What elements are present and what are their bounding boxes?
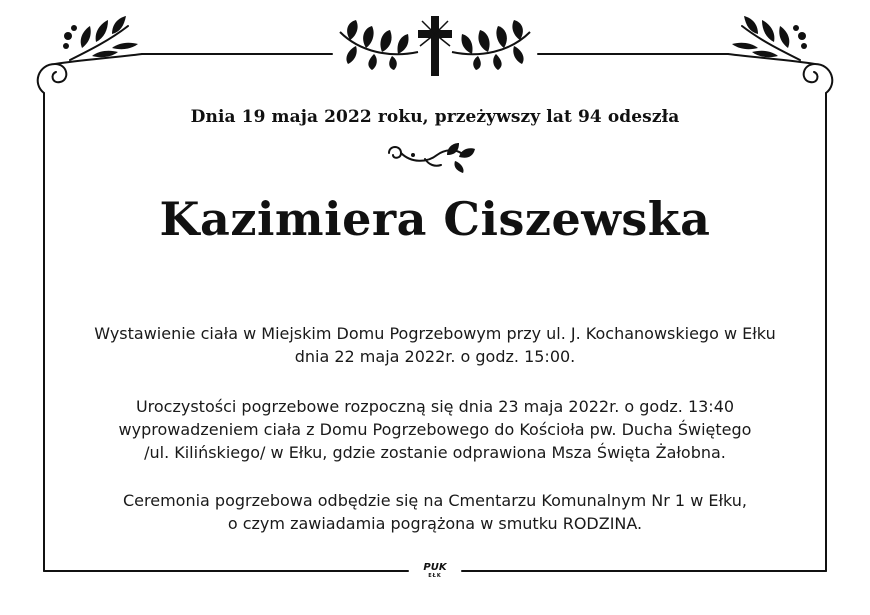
burial-line-2: o czym zawiadamia pogrążona w smutku RODZINA. bbox=[227, 514, 643, 533]
puk-logo bbox=[414, 562, 456, 584]
logo-main-text: PUK bbox=[423, 562, 447, 573]
death-date-line: Dnia 19 maja 2022 roku, przeżywszy lat 94 odeszła bbox=[190, 107, 680, 127]
viewing-line-1: Wystawienie ciała w Miejskim Domu Pogrzebowym przy ul. J. Kochanowskiego w Ełku bbox=[94, 324, 776, 343]
viewing-line-2: dnia 22 maja 2022r. o godz. 15:00. bbox=[294, 347, 576, 366]
deceased-name: Kazimiera Ciszewska bbox=[159, 192, 711, 246]
burial-line-1: Ceremonia pogrzebowa odbędzie się na Cmentarzu Komunalnym Nr 1 w Ełku, bbox=[122, 491, 748, 510]
ceremony-line-1: Uroczystości pogrzebowe rozpoczną się dnia 23 maja 2022r. o godz. 13:40 bbox=[135, 397, 735, 416]
burial-paragraph bbox=[40, 489, 830, 535]
ceremony-line-3: /ul. Kilińskiego/ w Ełku, gdzie zostanie odprawiona Msza Święta Żałobna. bbox=[144, 443, 726, 462]
floral-flourish-icon-right bbox=[728, 16, 832, 93]
ceremony-paragraph bbox=[40, 395, 830, 464]
ceremony-line-2: wyprowadzeniem ciała z Domu Pogrzebowego do Kościoła pw. Ducha Świętego bbox=[118, 420, 752, 439]
logo-sub-text: EŁK bbox=[428, 573, 442, 579]
cross-with-laurel-icon bbox=[340, 16, 530, 76]
viewing-paragraph bbox=[40, 322, 830, 368]
floral-flourish-icon bbox=[38, 16, 142, 93]
flourish-branch-icon bbox=[385, 141, 485, 173]
